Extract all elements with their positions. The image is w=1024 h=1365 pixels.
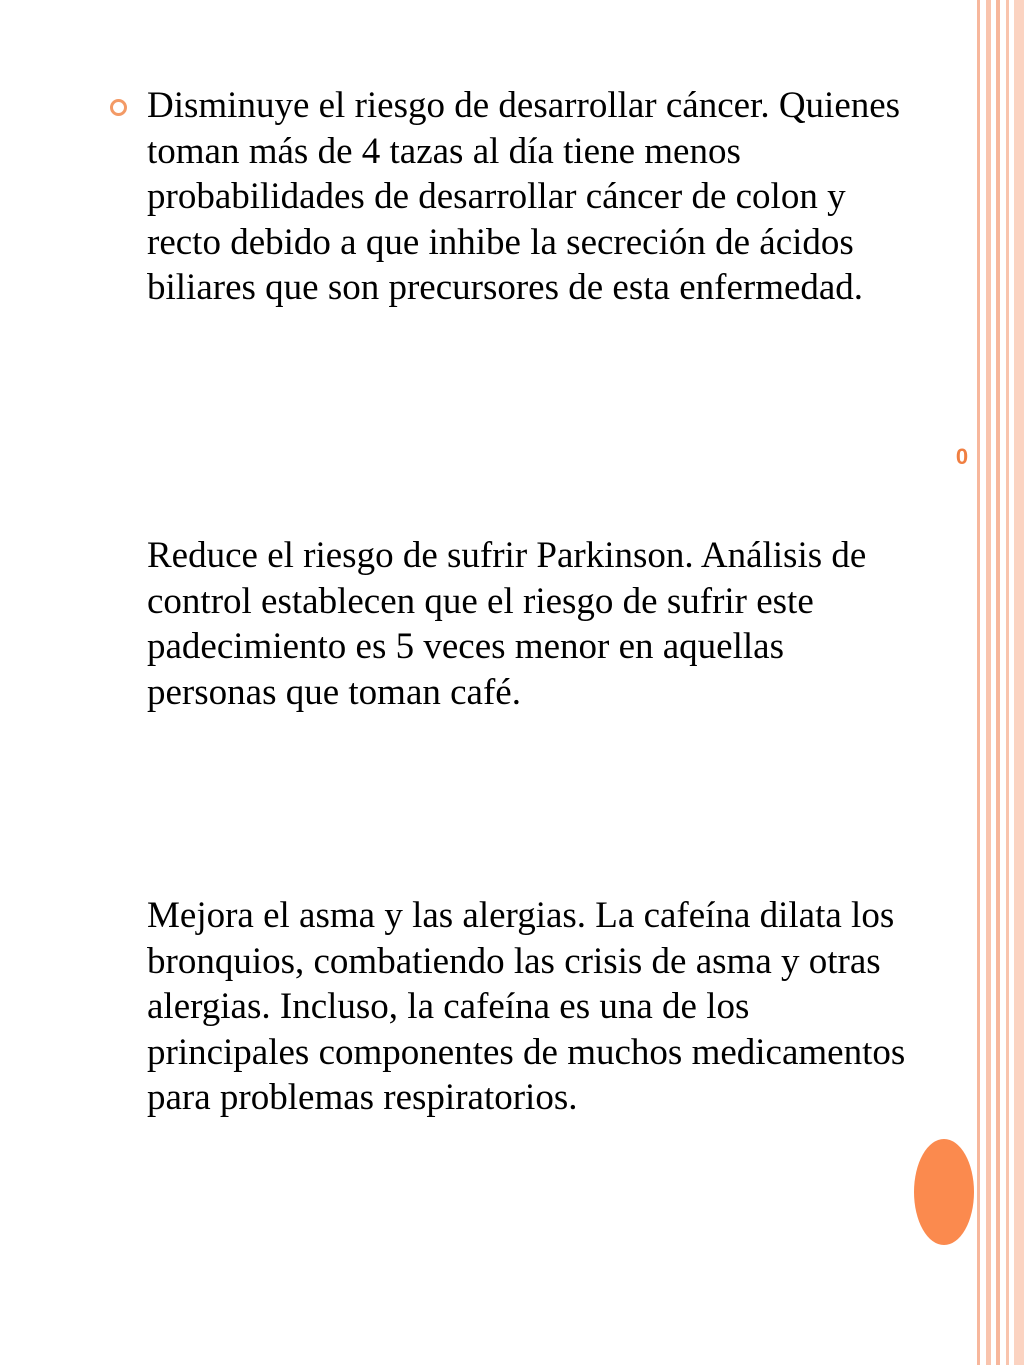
decorative-stripe bbox=[996, 0, 1000, 1365]
slide-number: 0 bbox=[955, 444, 969, 469]
decorative-stripe bbox=[977, 0, 980, 1365]
circle-bullet-icon bbox=[110, 99, 127, 116]
decorative-oval bbox=[914, 1139, 974, 1245]
paragraph-asma: Mejora el asma y las alergias. La cafeína dilata los bronquios, combatiendo las crisis de asma y otras alergias. Incluso, la cafeína es una de los principales componentes de muchos medicamentos para problemas respiratorios. bbox=[147, 895, 906, 1118]
decorative-stripe bbox=[986, 0, 991, 1365]
decorative-stripe bbox=[1014, 0, 1024, 1365]
decorative-stripe bbox=[1006, 0, 1009, 1365]
paragraph-parkinson: Reduce el riesgo de sufrir Parkinson. Análisis de control establecen que el riesgo de sufrir este padecimiento es 5 veces menor en aquellas personas que toman café. bbox=[147, 535, 867, 713]
paragraph-cancer: Disminuye el riesgo de desarrollar cáncer. Quienes toman más de 4 tazas al día tiene menos probabilidades de desarrollar cáncer de colon y recto debido a que inhibe la secreción de ácidos biliares que son precursores de esta enfermedad. bbox=[147, 85, 901, 308]
